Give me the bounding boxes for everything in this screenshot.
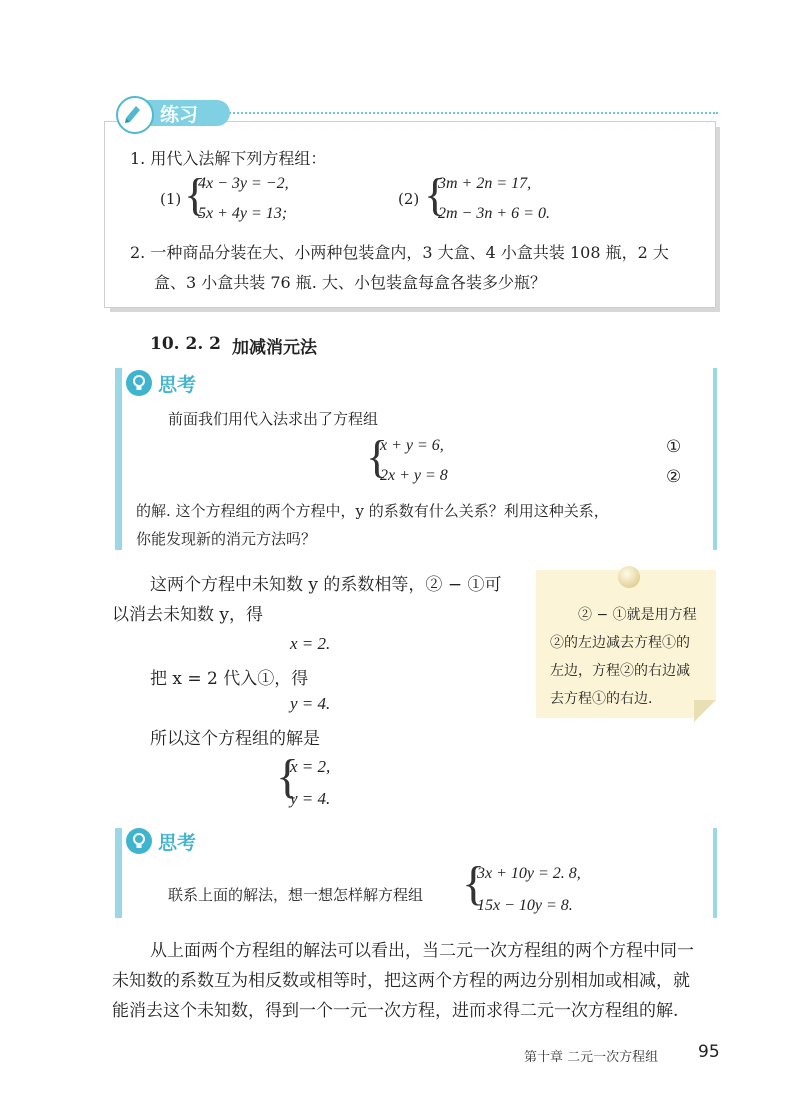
body1-sol2: y = 4. bbox=[290, 789, 331, 808]
practice-q2-line1: 2. 一种商品分装在大、小两种包装盒内，3 大盒、4 小盒共装 108 瓶，2 大 bbox=[130, 243, 669, 262]
think1-line2: 的解. 这个方程组的两个方程中，y 的系数有什么关系？利用这种关系， bbox=[136, 502, 609, 520]
practice-q1-intro: 1. 用代入法解下列方程组： bbox=[130, 149, 327, 168]
think1-left-bar bbox=[115, 368, 122, 550]
lightbulb-icon bbox=[126, 370, 152, 396]
practice-title: 练习 bbox=[160, 104, 199, 126]
practice-dotted-line bbox=[210, 112, 718, 114]
section-number: 10. 2. 2 bbox=[150, 334, 221, 354]
practice-sys2-eq2: 2m − 3n + 6 = 0. bbox=[438, 205, 550, 222]
sys2-brace: { bbox=[424, 169, 447, 220]
practice-pencil-icon bbox=[116, 96, 154, 134]
think2-left-bar bbox=[115, 828, 122, 918]
think1-eq2-num: ② bbox=[666, 467, 682, 487]
practice-sys1-eq2: 5x + 4y = 13; bbox=[198, 205, 288, 222]
practice-q2-line2: 盒、3 小盒共装 76 瓶. 大、小包装盒每盒各装多少瓶？ bbox=[154, 273, 546, 292]
think1-eq2: 2x + y = 8 bbox=[380, 467, 448, 484]
think1-right-bar bbox=[713, 368, 717, 550]
think2-eq2: 15x − 10y = 8. bbox=[477, 897, 573, 914]
body2-line2: 未知数的系数互为相反数或相等时，把这两个方程的两边分别相加或相减，就 bbox=[112, 971, 690, 991]
solution-brace: { bbox=[276, 750, 300, 803]
sys1-brace: { bbox=[184, 169, 207, 220]
note-line1: ② − ①就是用方程 bbox=[578, 607, 697, 623]
body1-line4: 所以这个方程组的解是 bbox=[150, 729, 320, 749]
practice-sys2-eq1: 3m + 2n = 17, bbox=[438, 175, 532, 192]
note-line2: ②的左边减去方程①的 bbox=[550, 635, 690, 651]
think1-eq1-num: ① bbox=[666, 437, 682, 457]
think2-brace: { bbox=[462, 857, 486, 910]
section-title: 加减消元法 bbox=[232, 338, 317, 358]
think1-eq1: x + y = 6, bbox=[380, 437, 444, 454]
body1-sol1: x = 2, bbox=[290, 757, 331, 776]
body2-line1: 从上面两个方程组的解法可以看出，当二元一次方程组的两个方程中同一 bbox=[150, 941, 694, 961]
body1-line3: 把 x = 2 代入①，得 bbox=[150, 669, 309, 689]
think1-line1: 前面我们用代入法求出了方程组 bbox=[168, 410, 379, 428]
footer-chapter: 第十章 二元一次方程组 bbox=[524, 1050, 659, 1065]
body2-line3: 能消去这个未知数，得到一个一元一次方程，进而求得二元一次方程组的解. bbox=[112, 1001, 679, 1021]
think2-eq1: 3x + 10y = 2. 8, bbox=[477, 865, 581, 882]
note-line3: 左边，方程②的右边减 bbox=[550, 663, 690, 679]
pushpin-icon bbox=[618, 566, 640, 588]
think1-brace: { bbox=[366, 431, 389, 482]
practice-sys2-label: (2) bbox=[398, 190, 420, 208]
practice-sys1-label: (1) bbox=[160, 190, 182, 208]
body1-res2: y = 4. bbox=[290, 694, 331, 713]
note-line4: 去方程①的右边. bbox=[550, 691, 653, 707]
lightbulb-icon bbox=[126, 828, 152, 854]
think2-title: 思考 bbox=[158, 832, 197, 854]
sticky-note-fold bbox=[694, 700, 716, 722]
think2-text: 联系上面的解法，想一想怎样解方程组 bbox=[168, 886, 424, 904]
body1-res1: x = 2. bbox=[290, 634, 331, 653]
body1-line2: 以消去未知数 y，得 bbox=[112, 605, 264, 625]
body1-line1: 这两个方程中未知数 y 的系数相等，② − ①可 bbox=[150, 575, 502, 595]
practice-sys1-eq1: 4x − 3y = −2, bbox=[198, 175, 289, 192]
think2-right-bar bbox=[713, 828, 717, 918]
think1-line3: 你能发现新的消元方法吗？ bbox=[136, 530, 317, 548]
think1-title: 思考 bbox=[158, 374, 197, 396]
footer-page-number: 95 bbox=[698, 1042, 720, 1062]
